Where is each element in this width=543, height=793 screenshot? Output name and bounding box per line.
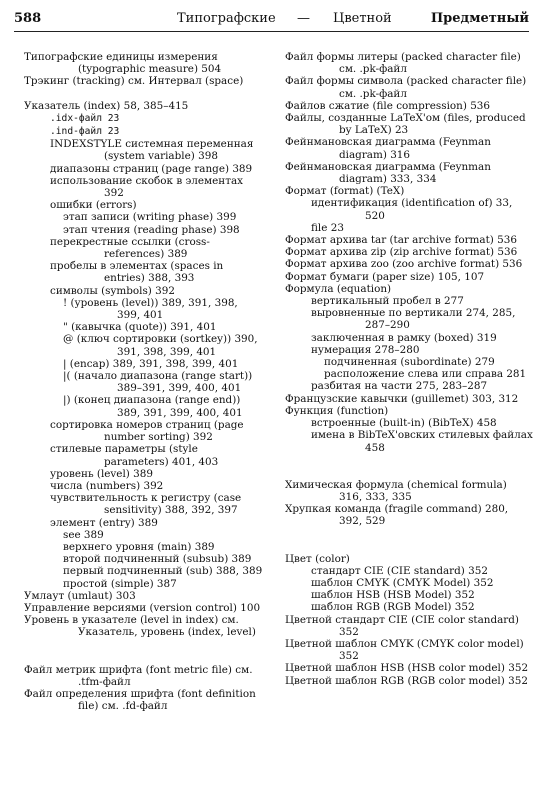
index-subsubentry: ! (уровень (level)) 389, 391, 398, 399, 401 bbox=[63, 296, 238, 322]
index-subentry: использование скобок в элементах 392 bbox=[50, 174, 244, 200]
page-number: 588 bbox=[14, 11, 42, 26]
index-subentry: элемент (entry) 389 bbox=[50, 516, 158, 529]
group-spacer bbox=[285, 541, 533, 553]
index-entry: Уровень в указателе (level in index) см. Указатель, уровень (index, level) bbox=[24, 614, 256, 639]
index-entry: Файлов сжатие (file compression) 536 bbox=[285, 99, 491, 112]
index-subsubentry: первый подчиненный (sub) 388, 389 bbox=[63, 565, 263, 578]
index-entry: Фейнмановская диаграмма (Feynman diagram) 333, 334 bbox=[285, 160, 491, 186]
index-subentry: числа (numbers) 392 bbox=[50, 479, 164, 492]
index-entry: Трэкинг (tracking) см. Интервал (space) bbox=[24, 75, 244, 88]
group-spacer bbox=[24, 88, 264, 100]
index-subsubentry: простой (simple) 387 bbox=[63, 577, 177, 590]
index-subsubentry: |) (конец диапазона (range end)) 389, 391, 399, 400, 401 bbox=[63, 394, 243, 419]
index-entry: Французские кавычки (guillemet) 303, 312 bbox=[285, 392, 519, 405]
index-entry: Файлы, созданные LaTeX'ом (files, produced by LaTeX) 23 bbox=[285, 112, 526, 137]
index-entry: Фейнмановская диаграмма (Feynman diagram) 316 bbox=[285, 136, 491, 161]
running-head-last-word: Цветной bbox=[333, 11, 392, 26]
index-entry: Формула (equation) bbox=[285, 282, 392, 295]
index-entry: Цветной шаблон HSB (HSB color model) 352 bbox=[285, 662, 529, 675]
index-subentry: шаблон CMYK (CMYK Model) 352 bbox=[311, 576, 494, 589]
group-spacer bbox=[285, 528, 533, 541]
index-entry: Файл формы символа (packed character file) см. .pk-файл bbox=[285, 75, 527, 100]
index-entry: Файл определения шрифта (font definition file) см. .fd-файл bbox=[24, 687, 256, 713]
index-subentry: .ind-файл 23 bbox=[50, 126, 120, 138]
index-subentry: нумерация 278–280 bbox=[311, 343, 420, 356]
index-entry: Функция (function) bbox=[285, 404, 389, 417]
index-subentry: разбитая на части 275, 283–287 bbox=[311, 380, 488, 393]
index-entry: Формат бумаги (paper size) 105, 107 bbox=[285, 270, 485, 283]
index-subsubentry: второй подчиненный (subsub) 389 bbox=[63, 553, 252, 566]
index-subentry: уровень (level) 389 bbox=[50, 467, 153, 480]
index-entry: Формат архива zoo (zoo archive format) 536 bbox=[285, 258, 523, 271]
index-subentry: стилевые параметры (style parameters) 401, 403 bbox=[50, 443, 219, 468]
index-subsubentry: этап чтения (reading phase) 398 bbox=[63, 223, 240, 236]
index-subsubentry: |( (начало диапазона (range start)) 389–391, 399, 400, 401 bbox=[63, 370, 253, 395]
running-head-dash: — bbox=[297, 11, 310, 26]
index-subentry: чувствительность к регистру (case sensitivity) 388, 392, 397 bbox=[50, 492, 242, 517]
index-subentry: .idx-файл 23 bbox=[50, 112, 120, 124]
index-entry: Формат архива tar (tar archive format) 536 bbox=[285, 234, 517, 247]
running-head-first-word: Типографские bbox=[177, 11, 276, 26]
group-spacer bbox=[24, 652, 264, 664]
index-subentry: INDEXSTYLE системная переменная (system variable) 398 bbox=[50, 138, 254, 163]
index-entry: Управление версиями (version control) 100 bbox=[24, 601, 261, 614]
index-entry: Цвет (color) bbox=[285, 552, 350, 565]
index-subentry: диапазоны страниц (page range) 389 bbox=[50, 162, 253, 175]
index-subsubentry: @ (ключ сортировки (sortkey)) 390, 391, 398, 399, 401 bbox=[63, 333, 258, 358]
index-entry: Химическая формула (chemical formula) 316, 333, 335 bbox=[285, 478, 507, 503]
running-head-section-title: Предметный bbox=[430, 11, 529, 26]
index-subsubentry: подчиненная (subordinate) 279 bbox=[324, 356, 495, 369]
index-entry: Хрупкая команда (fragile command) 280, 392, 529 bbox=[285, 503, 509, 528]
index-subentry: пробелы в элементах (spaces in entries) 388, 393 bbox=[50, 260, 224, 285]
index-subsubentry: | (encap) 389, 391, 398, 399, 401 bbox=[63, 357, 239, 370]
group-spacer bbox=[285, 454, 533, 467]
group-spacer bbox=[24, 639, 264, 652]
index-subentry: сортировка номеров страниц (page number sorting) 392 bbox=[50, 418, 244, 444]
index-entry: Файл формы литеры (packed character file) см. .pk-файл bbox=[285, 51, 521, 76]
index-subsubentry: see 389 bbox=[63, 528, 104, 541]
index-subentry: шаблон HSB (HSB Model) 352 bbox=[311, 589, 475, 602]
index-subsubentry: этап записи (writing phase) 399 bbox=[63, 211, 237, 224]
index-subentry: выровненные по вертикали 274, 285, 287–290 bbox=[311, 307, 516, 332]
index-subsubentry: расположение слева или справа 281 bbox=[324, 368, 527, 381]
index-subentry: идентификация (identification of) 33, 520 bbox=[311, 197, 513, 222]
index-column-left bbox=[24, 51, 264, 712]
index-entry: Формат (format) (TeX) bbox=[285, 185, 405, 198]
index-entry: Указатель (index) 58, 385–415 bbox=[24, 99, 189, 112]
index-subentry: ошибки (errors) bbox=[50, 199, 137, 212]
index-subsubentry: верхнего уровня (main) 389 bbox=[63, 540, 215, 553]
index-subentry: шаблон RGB (RGB Model) 352 bbox=[311, 601, 475, 614]
index-subentry: стандарт CIE (CIE standard) 352 bbox=[311, 564, 488, 577]
header-rule bbox=[14, 31, 529, 32]
index-entry: Цветной шаблон RGB (RGB color model) 352 bbox=[285, 674, 528, 687]
index-subentry: встроенные (built-in) (BibTeX) 458 bbox=[311, 417, 497, 430]
index-entry: Файл метрик шрифта (font metric file) см. .tfm-файл bbox=[24, 663, 253, 688]
index-subentry: вертикальный пробел в 277 bbox=[311, 295, 464, 308]
running-header bbox=[14, 10, 529, 30]
index-column-right bbox=[285, 51, 533, 687]
index-entry: Типографские единицы измерения (typographic measure) 504 bbox=[24, 51, 222, 76]
index-subentry: file 23 bbox=[311, 221, 344, 234]
index-subentry: символы (symbols) 392 bbox=[50, 284, 175, 297]
index-entry: Цветной шаблон CMYK (CMYK color model) 352 bbox=[285, 637, 524, 663]
index-entry: Умлаут (umlaut) 303 bbox=[24, 589, 136, 602]
group-spacer bbox=[285, 467, 533, 479]
index-subsubentry: " (кавычка (quote)) 391, 401 bbox=[63, 321, 217, 334]
index-entry: Формат архива zip (zip archive format) 536 bbox=[285, 246, 518, 259]
index-subentry: заключенная в рамку (boxed) 319 bbox=[311, 331, 497, 344]
index-subentry: перекрестные ссылки (cross-references) 389 bbox=[50, 235, 210, 261]
index-entry: Цветной стандарт CIE (CIE color standard) 352 bbox=[285, 613, 519, 638]
index-subentry: имена в BibTeX'овских стилевых файлах 458 bbox=[311, 429, 533, 454]
